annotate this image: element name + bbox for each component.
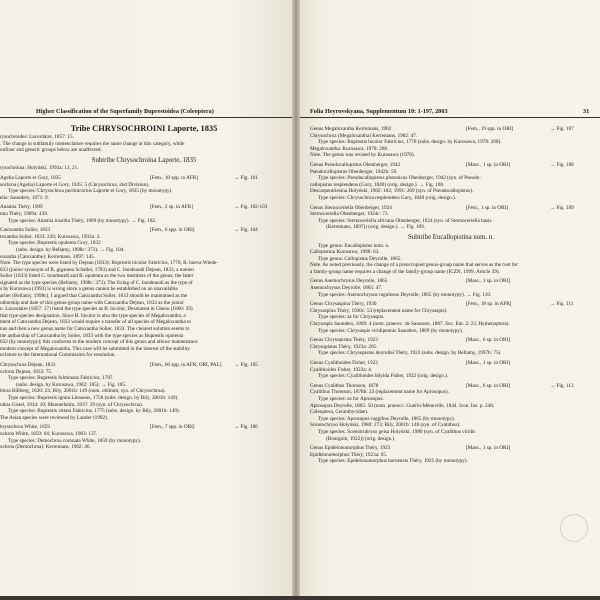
left-line-text: signated as the type species (Bellamy, 1998c: 373). The fixing of C. bondeaudi as the type of (0, 279, 193, 286)
right-line-text: Note. The genus was revised by Kurosawa (1978). (310, 152, 415, 159)
right-text-line (310, 301, 592, 308)
right-line-text: Type species: Scenotrubryso geisa Holyński, 1980 (syn. of Cyalithus viridis (318, 428, 476, 435)
right-line-text: Pseudocallopistus Obenberger, 1942b: 59. (310, 168, 398, 175)
right-line-text: Genus Chrysopistus Théry, 1923 (310, 337, 378, 344)
left-line-text: arlier (Bellamy, 1998c), I argued that Catoxantha Solier, 1833 should be maintained as the (0, 293, 188, 300)
left-line-text: n. Lacordaire (1857: 17) listed the type species as B. bicolor, Desmarest in Chenu (1860: 39) (0, 306, 193, 313)
left-text-line (0, 195, 288, 202)
right-line-text: Type species: Chrysaspis viridipennis Saunders, 1869 (by monotypy). (318, 327, 464, 334)
figure-reference: → Fig. 111 (550, 301, 574, 308)
subtribe-heading-right: Subtribe Eucallopistina nom. n. (408, 233, 494, 241)
distribution-bracket: [Masc., 1 sp. in ORI] (466, 445, 510, 452)
right-line-text: Chrysopistus Théry, 1923a: 205. (310, 343, 378, 350)
left-line-text: s by Kurosawa (1993) is wrong since a genus cannot be established on an unavailable (0, 286, 178, 293)
distribution-bracket: [Masc., 1 sp. in ORI] (466, 360, 510, 366)
distribution-bracket: [Fem., 7 spp. in ORI] (150, 424, 195, 431)
right-line-text: Type species: Cyalithoides bilyida Fisher, 1922 (orig. design.). (318, 373, 449, 380)
right-line-text: Sternoceriella Obenberger, 1924c: 73. (310, 211, 389, 218)
right-line-text: Genus Asemochrysus Deyrolle, 1865 (310, 278, 388, 285)
right-line-text: Cyalithoides Fisher, 1922a: 4. (310, 366, 373, 373)
right-text-line (310, 195, 592, 202)
intro-line: onfiner and generic groups below are unaffected. (0, 147, 102, 154)
left-line-text: Chrysochroa Dejean, 1833 (0, 362, 56, 368)
intro-line: rysochroides: Lacordaire, 1857: 15. (0, 134, 74, 140)
distribution-bracket: [Masc., 6 sp. in ORI] (466, 382, 510, 389)
right-text-line (310, 396, 592, 403)
right-text-line (310, 285, 592, 292)
right-page (300, 0, 600, 600)
figure-reference: → Fig. 105 (234, 362, 258, 368)
left-text-line (0, 234, 288, 241)
right-line-text: Type species: Sternoceriella africana Obenberger, 1924 (syn. of Sternoceriella basis (318, 217, 492, 224)
right-text-line (310, 278, 592, 285)
right-text-line (310, 249, 592, 256)
left-text-line (0, 362, 288, 369)
left-text-line (0, 395, 288, 402)
left-line-text: modern concept of Megaloxantha. This case will be submitted in the interest of the stability (0, 345, 190, 352)
subtribe-heading-left: Subtribe Chrysochroina Laporte, 1835 (91, 156, 197, 164)
right-entries-bottom (310, 243, 592, 465)
right-line-text: Type genus: Eucallopistus nom. n. (318, 242, 390, 249)
left-line-text: ment of Catoxantha Dejean, 1833 would require a transfer of all species of Megaloxantha to (0, 319, 192, 326)
right-text-line (310, 429, 592, 436)
right-line-text: Megaloxantha: Kurosawa, 1978: 208. (310, 145, 389, 152)
right-line-text: Genus Sternoceriella Obenberger, 1924 (310, 204, 392, 211)
right-line-text: Genus Megaloxantha Kerremans, 1902 (310, 126, 392, 132)
distribution-bracket: [Fem., 6 spp. in ORI] (150, 227, 195, 234)
left-line-text: uthia Gistel, 1834: 10; Mannerheim, 1837: 29 (syn. of Chrysochroa). (0, 401, 144, 408)
right-line-text: (Bourgoin, 1922)) (orig. design.). (326, 435, 396, 442)
left-line-text: Type species: Chrysochroa pectinicornis Laporte et Gory, 1835 (by monotypy). (8, 188, 173, 195)
right-text-line (310, 224, 592, 231)
right-line-text: Type species: Aprosopus ruggibus Deyrolle, 1865 (by monotypy). (318, 415, 455, 422)
right-text-line (310, 126, 592, 133)
left-line-text: ochroa Dejean, 1833: 75. (0, 368, 53, 375)
right-line-text: Type species: as for Aprosopus. (318, 395, 384, 402)
right-head-rule (300, 117, 600, 118)
figure-reference: → Fig. 104 (234, 227, 258, 234)
left-text-line (0, 408, 288, 415)
right-text-line (310, 211, 592, 218)
right-line-text: Cyalithus Thomson, 1878b: 23 (replacement name for Aprosopus). (310, 389, 449, 396)
right-text-line (310, 139, 592, 146)
right-line-text: Callopistina Kurosawa, 1990: 63. (310, 249, 380, 256)
subtribe-line: rysochroina: Holyński, 1993a: 13, 21. (0, 165, 79, 172)
left-line-text: 832 (by monotypy); this conforms to the modern concept of this genus and allows maintenance (0, 339, 198, 346)
right-line-text: Type species: Asemochrysus rugulosus Deyrolle, 1865 (by monotypy). → Fig. 110. (318, 291, 492, 298)
left-intro (0, 134, 288, 154)
left-line-text: hrysochroa White, 1859 (0, 424, 50, 431)
left-text-line (0, 240, 288, 247)
left-text-line (0, 326, 288, 333)
right-column (310, 126, 592, 465)
right-text-line (310, 445, 592, 452)
left-line-text: uthorship and date of this genus-group name with Catoxantha Dejean, 1833 as the junior (0, 299, 184, 306)
left-line-text: ochroa (Demochroa): Kerremans, 1902: 46. (0, 444, 91, 451)
right-line-text: Genus Pseudocallopistus Obenberger, 1942 (310, 161, 401, 168)
left-text-line (0, 260, 288, 267)
left-text-line (0, 388, 288, 395)
left-line-text: ochroa White, 1859: 64; Kurosawa, 1983: 137. (0, 430, 98, 437)
left-line-text: mia Théry, 1909a: 439. (0, 210, 49, 217)
left-text-line (0, 188, 288, 195)
left-text-line (0, 218, 288, 225)
right-line-text: Chrysaspis Saunders, 1869: 4 (nom. praeocc. de Saussure, 1887. Soc. Ent. 2: 23, Hymenoptera). (310, 321, 510, 328)
right-text-line (310, 321, 592, 328)
book-gutter (292, 0, 300, 600)
left-running-head: Higher Classification of the Superfamily Buprestoidea (Coleoptera) (36, 108, 214, 115)
left-text-line (0, 424, 288, 431)
figure-reference: → Fig. 108 (550, 161, 574, 168)
left-line-text: Type species: Buprestis ignita Linnaeus, 1758 (subs. design. by Bily, 2001b: 149). (8, 394, 179, 401)
left-line-text: Anamia Théry, 1909 (0, 204, 43, 211)
right-text-line (310, 337, 592, 344)
library-stamp (560, 514, 588, 542)
left-column (0, 124, 288, 451)
right-line-text: Descarpentriesina Holyński, 1982: 182; 1991: 209 (syn. of Pseudocallopistus). (310, 188, 474, 195)
distribution-bracket: [Fem., 2 sp. in AFR] (150, 204, 193, 211)
right-text-line (310, 389, 592, 396)
right-text-line (310, 205, 592, 212)
left-line-text: nclature to the International Commission for resolution. (0, 352, 116, 359)
left-line-text: elia: Saunders, 1871: 9. (0, 194, 49, 201)
left-line-text: (subs. design. by Bellamy, 1998c: 373). → Fig. 104. (16, 246, 125, 253)
right-line-text: Chrysochroa (Megaloxantha) Kerremans, 1902: 47. (310, 132, 418, 139)
left-text-line (0, 293, 288, 300)
right-text-line (310, 350, 592, 357)
right-text-line (310, 175, 592, 182)
distribution-bracket: [Fem., 19 spp. in ORI] (466, 126, 514, 132)
left-line-text: toxantha Solier, 1833: 226; Kurosawa, 1993a: 3. (0, 233, 101, 240)
right-line-text: (Kerremans, 1897)) (orig. design.). → Fig. 109. (326, 224, 426, 231)
left-text-line (0, 375, 288, 382)
right-line-text: Epidelonomorphus Théry, 1923a: 65. (310, 451, 388, 458)
left-line-text: Solier (1833) listed C. bondeaudi and B. opulenta as the two members of the genus; the latter (0, 273, 194, 280)
right-text-line (310, 188, 592, 195)
left-line-text: that type species designation. Since B. bicolor is also the type species of Megaloxantha, a (0, 312, 186, 319)
figure-reference: → Fig. 106 (234, 424, 258, 431)
right-line-text: Note. As noted previously, the change of a preoccupied genus-group name that serves as the root for (310, 262, 518, 269)
left-text-line (0, 444, 288, 451)
right-line-text: Type species: Epidelonomorphus bornensis Théry, 1925 (by monotypy). (318, 458, 468, 465)
right-entries-top (310, 126, 592, 231)
right-line-text: Coleoptera, Cerambycidae). (310, 409, 369, 416)
distribution-bracket: [Fem., 66 spp. in AFR, ORI, PAL] (150, 362, 222, 368)
right-line-text: Type species: Buprestis bicolor Fabricius, 1778 (subs. design. by Kurosawa, 1978: 208). (318, 139, 502, 146)
distribution-bracket: [Masc., 6 sp. in ORI] (466, 337, 510, 344)
right-text-line (310, 373, 592, 380)
right-line-text: Genus Cyalithoides Fisher, 1922 (310, 360, 378, 366)
distribution-bracket: [Masc., 1 sp. in ORI] (466, 161, 510, 168)
left-head-rule (0, 117, 292, 118)
left-text-line (0, 415, 288, 422)
left-text-line (0, 339, 288, 346)
distribution-bracket: [Fem., 18 sp. in AFR] (466, 301, 512, 308)
left-line-text: oxantha (Catoxanthe): Kerremans, 1897: 145. (0, 253, 96, 260)
left-line-text: Note. The type species were listed by Dejean (1833): Buprestis bicolor Fabricius, 1778, B. bueva Wiede- (0, 260, 218, 267)
left-line-text: Type species: Buprestis opulenta Gory, 1832 (8, 240, 101, 247)
right-text-line (310, 243, 592, 250)
left-line-text: Catoxantha Solier, 1833 (0, 227, 51, 234)
left-text-line (0, 306, 288, 313)
left-line-text: Type species: Anamia insolita Théry, 1909 (by monotypy). → Fig. 102. (8, 217, 157, 224)
right-text-line (310, 360, 592, 367)
right-line-text: Type species: Chrysochroa resplendens Gory, 1840 (orig. design.). (318, 194, 457, 201)
left-line-text: the authorship of Catoxantha by Solier, 1833 with the type species as Buprestis opulenta (0, 332, 184, 339)
distribution-bracket: [Fem., 10 spp. in AFR] (150, 174, 198, 181)
left-line-text: (subs. design. by Kurosawa, 1982: 185); → Fig. 105. (16, 381, 127, 388)
left-line-text: blora Billberg, 1820: 23; Bily, 2001b: 149 (nom. oblitum, syn. of Chrysochroa). (0, 388, 166, 395)
left-line-text: Type species: Buprestis fulminans Fabricius, 1787 (8, 375, 113, 382)
left-text-line (0, 247, 288, 254)
figure-reference: → Fig. 102-103 (234, 204, 268, 211)
right-text-line (310, 292, 592, 299)
right-line-text: Sceniochryso Holyński, 1980: 273; Bily, 2001b: 148 (syn. of Cyalithus). (310, 422, 461, 429)
left-text-line (0, 431, 288, 438)
left-text-line (0, 352, 288, 359)
right-text-line (310, 269, 592, 276)
scan-edge (0, 596, 600, 600)
left-line-text: The Asian species were reviewed by Lander (1992). (0, 414, 109, 421)
intro-line: . The change in subfamily nomenclature requires the name change at this category, while (0, 140, 185, 147)
figure-reference: → Fig. 107 (550, 126, 574, 132)
right-line-text: Genus Chrysaspina Théry, 1930 (310, 301, 377, 308)
right-running-head: Folia Heyrovskyana, Supplementum 10: 1-197, 2003 (310, 108, 448, 115)
right-text-line (310, 162, 592, 169)
right-line-text: Type genus: Callopistus Deyrolle, 1865. (318, 255, 402, 262)
figure-reference: → Fig. 109 (550, 204, 574, 211)
right-text-line (310, 328, 592, 335)
right-line-text: Genus Cyalithus Thomson, 1878 (310, 382, 379, 389)
left-text-line (0, 273, 288, 280)
distribution-bracket: [Fem., 1 sp. in ORI] (466, 204, 508, 211)
right-text-line (310, 436, 592, 443)
right-line-text: callopistus resplendens (Gory, 1840) (orig. design.). → Fig. 108. (310, 181, 445, 188)
right-line-text: a family-group name requires a change of the family-group name (ICZN, 1999, Article 39). (310, 268, 500, 275)
left-line-text: Type species: Demochroa coronata White, 1859 (by monotypy). (8, 437, 142, 444)
left-line-text: nus and then a new genus name for Catoxantha Solier, 1833. The clearest solution seems to (0, 326, 190, 333)
figure-reference: → Fig. 113 (550, 382, 574, 389)
right-text-line (310, 458, 592, 465)
right-line-text: Type species: Pseudocallopistus plutonicus Obenberger, 1942 (syn. of Pseudo- (318, 175, 482, 182)
tribe-heading: Tribe CHRYSOCHROINI Laporte, 1835 (70, 124, 218, 133)
left-line-text: Type species: Buprestis vittata Fabricius, 1775 (subs. design. by Bily, 2001b: 149). (8, 408, 180, 415)
left-line-text: 833 (junior synonym of B. gigantea Schaller, 1783) and C. bondeaudi Dejean, 1833, a nomen (0, 266, 194, 273)
right-line-text: Type species: Chrysopistus deyrollei Théry, 1923 (subs. design. by Bellamy, 1997b: 75). (318, 350, 502, 357)
left-page (0, 0, 292, 600)
right-text-line (310, 422, 592, 429)
right-text-line (310, 409, 592, 416)
figure-reference: → Fig. 101 (234, 174, 258, 181)
distribution-bracket: [Masc., 1 sp. in ORI] (466, 278, 510, 285)
right-text-line (310, 262, 592, 269)
left-text-line (0, 204, 288, 211)
page-number: 31 (583, 108, 590, 115)
left-text-line (0, 175, 288, 182)
left-line-text: Agelia Laporte et Gory, 1835 (0, 174, 61, 181)
right-line-text: Aprosopus Deyrolle, 1865: 50 (nom. praeocc. Guérin-Méneville, 1844. Icon. Ins. p. 248, (310, 402, 495, 409)
right-text-line (310, 152, 592, 159)
right-line-text: Genus Epidelonomorphus Théry, 1923 (310, 445, 391, 452)
left-text-line (0, 227, 288, 234)
left-text-line (0, 211, 288, 218)
right-line-text: Type species: as for Chrysaspis. (318, 314, 385, 321)
right-line-text: Chrysaspina Théry, 1930c: 53 (replacement name for Chrysaspis). (310, 307, 448, 314)
left-line-text: sochroa (Agelia) Laporte et Gory, 1835: 5 (Chrysochroa, 2nd Division). (0, 181, 150, 188)
left-entries (0, 175, 288, 451)
right-line-text: Asemochrysus Deyrolle, 1865: 47. (310, 285, 383, 292)
